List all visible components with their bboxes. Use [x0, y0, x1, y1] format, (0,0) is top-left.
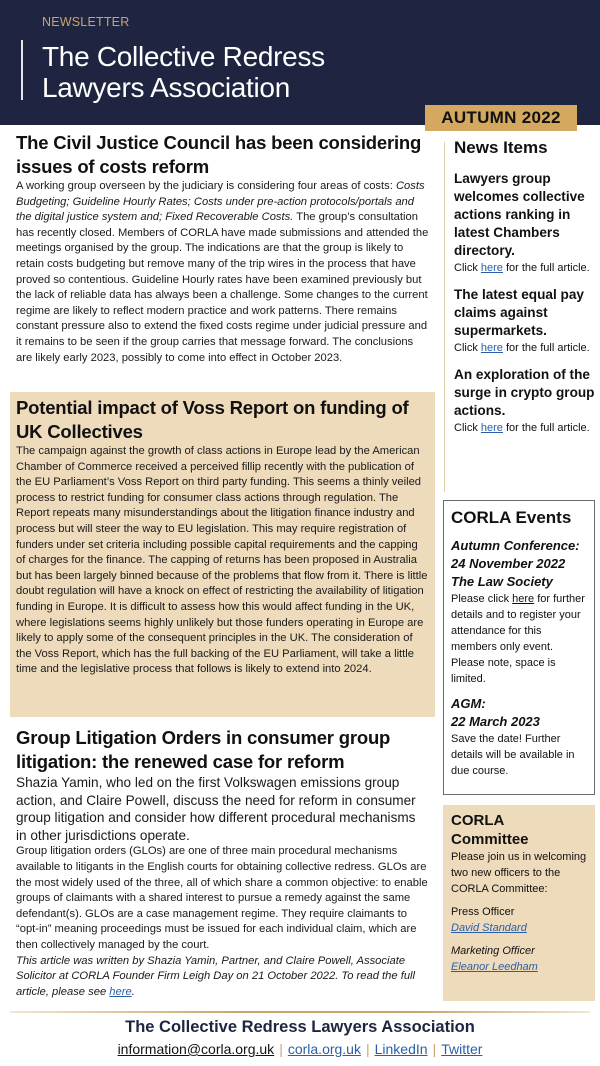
heading-line1: CORLA [451, 812, 505, 829]
cta-pre: Click [454, 342, 481, 354]
body-rest: The group’s consultation has recently closed. Members of CORLA have made submissions and attended the meetings organised by the group. The indications are that the group is likely to retain costs budgeting but remove many of the trip wires in the process that have proved so contentious. Guideline Hourly rates have been examined previously but the lack of reliable data has always been a challenge. Some changes to the current regime are likely to reflect modern practice and work patterns. There remains constant pressure also to extend the fixed costs regime under judicial pressure and it remains to be seen if the group carries that message forward. The conclusions are likely early 2023, possibly to come into effect in October 2023. [16, 211, 429, 364]
credit-text: This article was written by Shazia Yamin, Partner, and Claire Powell, Associate Solicitor at CORLA Founder Firm Leigh Day on 21 October 2022. To read the full article, please see [16, 954, 416, 998]
events-panel [443, 500, 595, 795]
news-items-panel [454, 137, 596, 446]
body-italic: Costs Budgeting; Guideline Hourly Rates; Costs under pre-action protocols/portals and the digital justice system and; Fixed Recoverable Costs. [16, 180, 425, 224]
news-item-link[interactable]: here [480, 422, 503, 434]
footer-links [0, 1041, 600, 1057]
footer-title: The Collective Redress Lawyers Association [125, 1018, 475, 1036]
officer-name-link[interactable]: Eleanor Leedham [451, 961, 538, 973]
separator: | [279, 1041, 283, 1057]
news-item-title: Lawyers group welcomes collective actions ranking in latest Chambers directory. [454, 171, 585, 258]
event-item-agm [451, 695, 587, 779]
committee-role [451, 943, 587, 975]
committee-role [451, 904, 587, 936]
role-title: Marketing Officer [451, 945, 535, 957]
event-title-line1: Autumn Conference: [451, 538, 580, 553]
cta-post: for the full article. [502, 422, 590, 434]
committee-intro: Please join us in welcoming two new officers to the CORLA Committee: [451, 851, 587, 895]
news-item-cta [454, 340, 596, 356]
full-article-link[interactable]: here [109, 985, 132, 998]
news-item-title: The latest equal pay claims against supermarkets. [454, 287, 584, 338]
article-costs-reform [10, 131, 435, 366]
event-date: 22 March 2023 [451, 714, 540, 729]
newsletter-kicker: NEWSLETTER [42, 15, 130, 29]
sidebar-divider [444, 142, 445, 492]
news-item [454, 286, 596, 356]
linkedin-link[interactable]: LinkedIn [374, 1041, 428, 1057]
news-item-title: An exploration of the surge in crypto group actions. [454, 367, 595, 418]
article-body: The campaign against the growth of class actions in Europe lead by the American Chamber of Commerce received a perceived fillip recently with the publication of the EU Parliament’s Voss Report on third party funding. This seems a thinly veiled process to restrict funding for consumer class actions through regulation. The Report repeats many misunderstandings about the litigation finance industry and process but will steer the way to EU legislation. This may require registration of funders under set criteria including possible capital requirements and the capping of charges for the finance. The capping of returns has been proposed in Australia but has been largely binned because of the problems that flow from it. There is little doubt regulation will have a knock on effect of restricting the availability of litigation funding in Europe. It is difficult to assess how this would affect funding in the UK, where legislations seems highly unlikely but those funders operating in Europe are likely to apply some of the consequent principles in the UK. The consideration of the Voss Report, which has the full backing of the EU Parliament, will take a little time and the legislative process that follows is likely to extend into 2024. [16, 445, 428, 676]
event-item-conference [451, 537, 587, 687]
masthead-title-line2: Lawyers Association [42, 72, 290, 103]
email-link[interactable]: information@corla.org.uk [117, 1041, 275, 1057]
article-body [16, 179, 429, 366]
article-title: Potential impact of Voss Report on funding of UK Collectives [16, 397, 409, 442]
event-date: 24 November 2022 [451, 556, 566, 571]
event-pre: Please click [451, 593, 513, 605]
news-item-link[interactable]: here [480, 342, 503, 354]
footer-divider [10, 1011, 590, 1013]
committee-panel [443, 805, 595, 1001]
role-title: Press Officer [451, 906, 515, 918]
news-item [454, 170, 596, 276]
cta-post: for the full article. [502, 262, 590, 274]
body-intro: A working group overseen by the judiciary is considering four areas of costs: [16, 180, 396, 192]
article-credit [16, 954, 429, 1001]
article-title: Group Litigation Orders in consumer group litigation: the renewed case for reform [16, 727, 391, 772]
news-heading: News Items [454, 138, 548, 157]
news-item-cta [454, 420, 596, 436]
event-description: Save the date! Further details will be available in due course. [451, 733, 575, 777]
cta-post: for the full article. [502, 342, 590, 354]
committee-heading [451, 811, 587, 849]
event-title-line1: AGM: [451, 696, 486, 711]
masthead-title-line1: The Collective Redress [42, 41, 325, 72]
credit-end: . [131, 985, 135, 998]
cta-pre: Click [454, 422, 481, 434]
event-register-link[interactable]: here [512, 593, 535, 605]
article-voss-report [10, 392, 435, 717]
season-badge: AUTUMN 2022 [425, 105, 577, 131]
article-lead: Shazia Yamin, who led on the first Volkswagen emissions group action, and Claire Powell, discuss the need for reform in consumer group litigation and consider how different procedural mechanisms in other jurisdictions operate. [16, 775, 416, 843]
news-item-link[interactable]: here [480, 262, 503, 274]
masthead-title [42, 41, 325, 103]
event-venue: The Law Society [451, 574, 553, 589]
article-glo-reform [10, 726, 435, 1000]
website-link[interactable]: corla.org.uk [287, 1041, 361, 1057]
twitter-link[interactable]: Twitter [441, 1041, 483, 1057]
news-item-cta [454, 260, 596, 276]
masthead-divider [21, 40, 23, 100]
separator: | [365, 1041, 370, 1057]
event-post: for further details and to register your attendance for this members only event. Please note, space is limited. [451, 593, 585, 685]
officer-name-link[interactable]: David Standard [451, 922, 527, 934]
article-title: The Civil Justice Council has been considering issues of costs reform [16, 132, 422, 177]
cta-pre: Click [454, 262, 481, 274]
heading-line2: Committee [451, 831, 529, 848]
events-heading: CORLA Events [451, 508, 572, 527]
news-item [454, 366, 596, 436]
event-description [451, 591, 587, 687]
article-body: Group litigation orders (GLOs) are one of three main procedural mechanisms available to litigants in the English courts for obtaining collective redress. GLOs are the most widely used of the three, all of which share a common objective: to enable groups of claimants with a shared interest to pursue a remedy against the same defendant(s). GLOs are a case management regime. They require claimants to “opt-in” meaning proceedings must be issued for each individual claim, which are then collectively managed by the court. [16, 845, 428, 951]
separator: | [432, 1041, 437, 1057]
